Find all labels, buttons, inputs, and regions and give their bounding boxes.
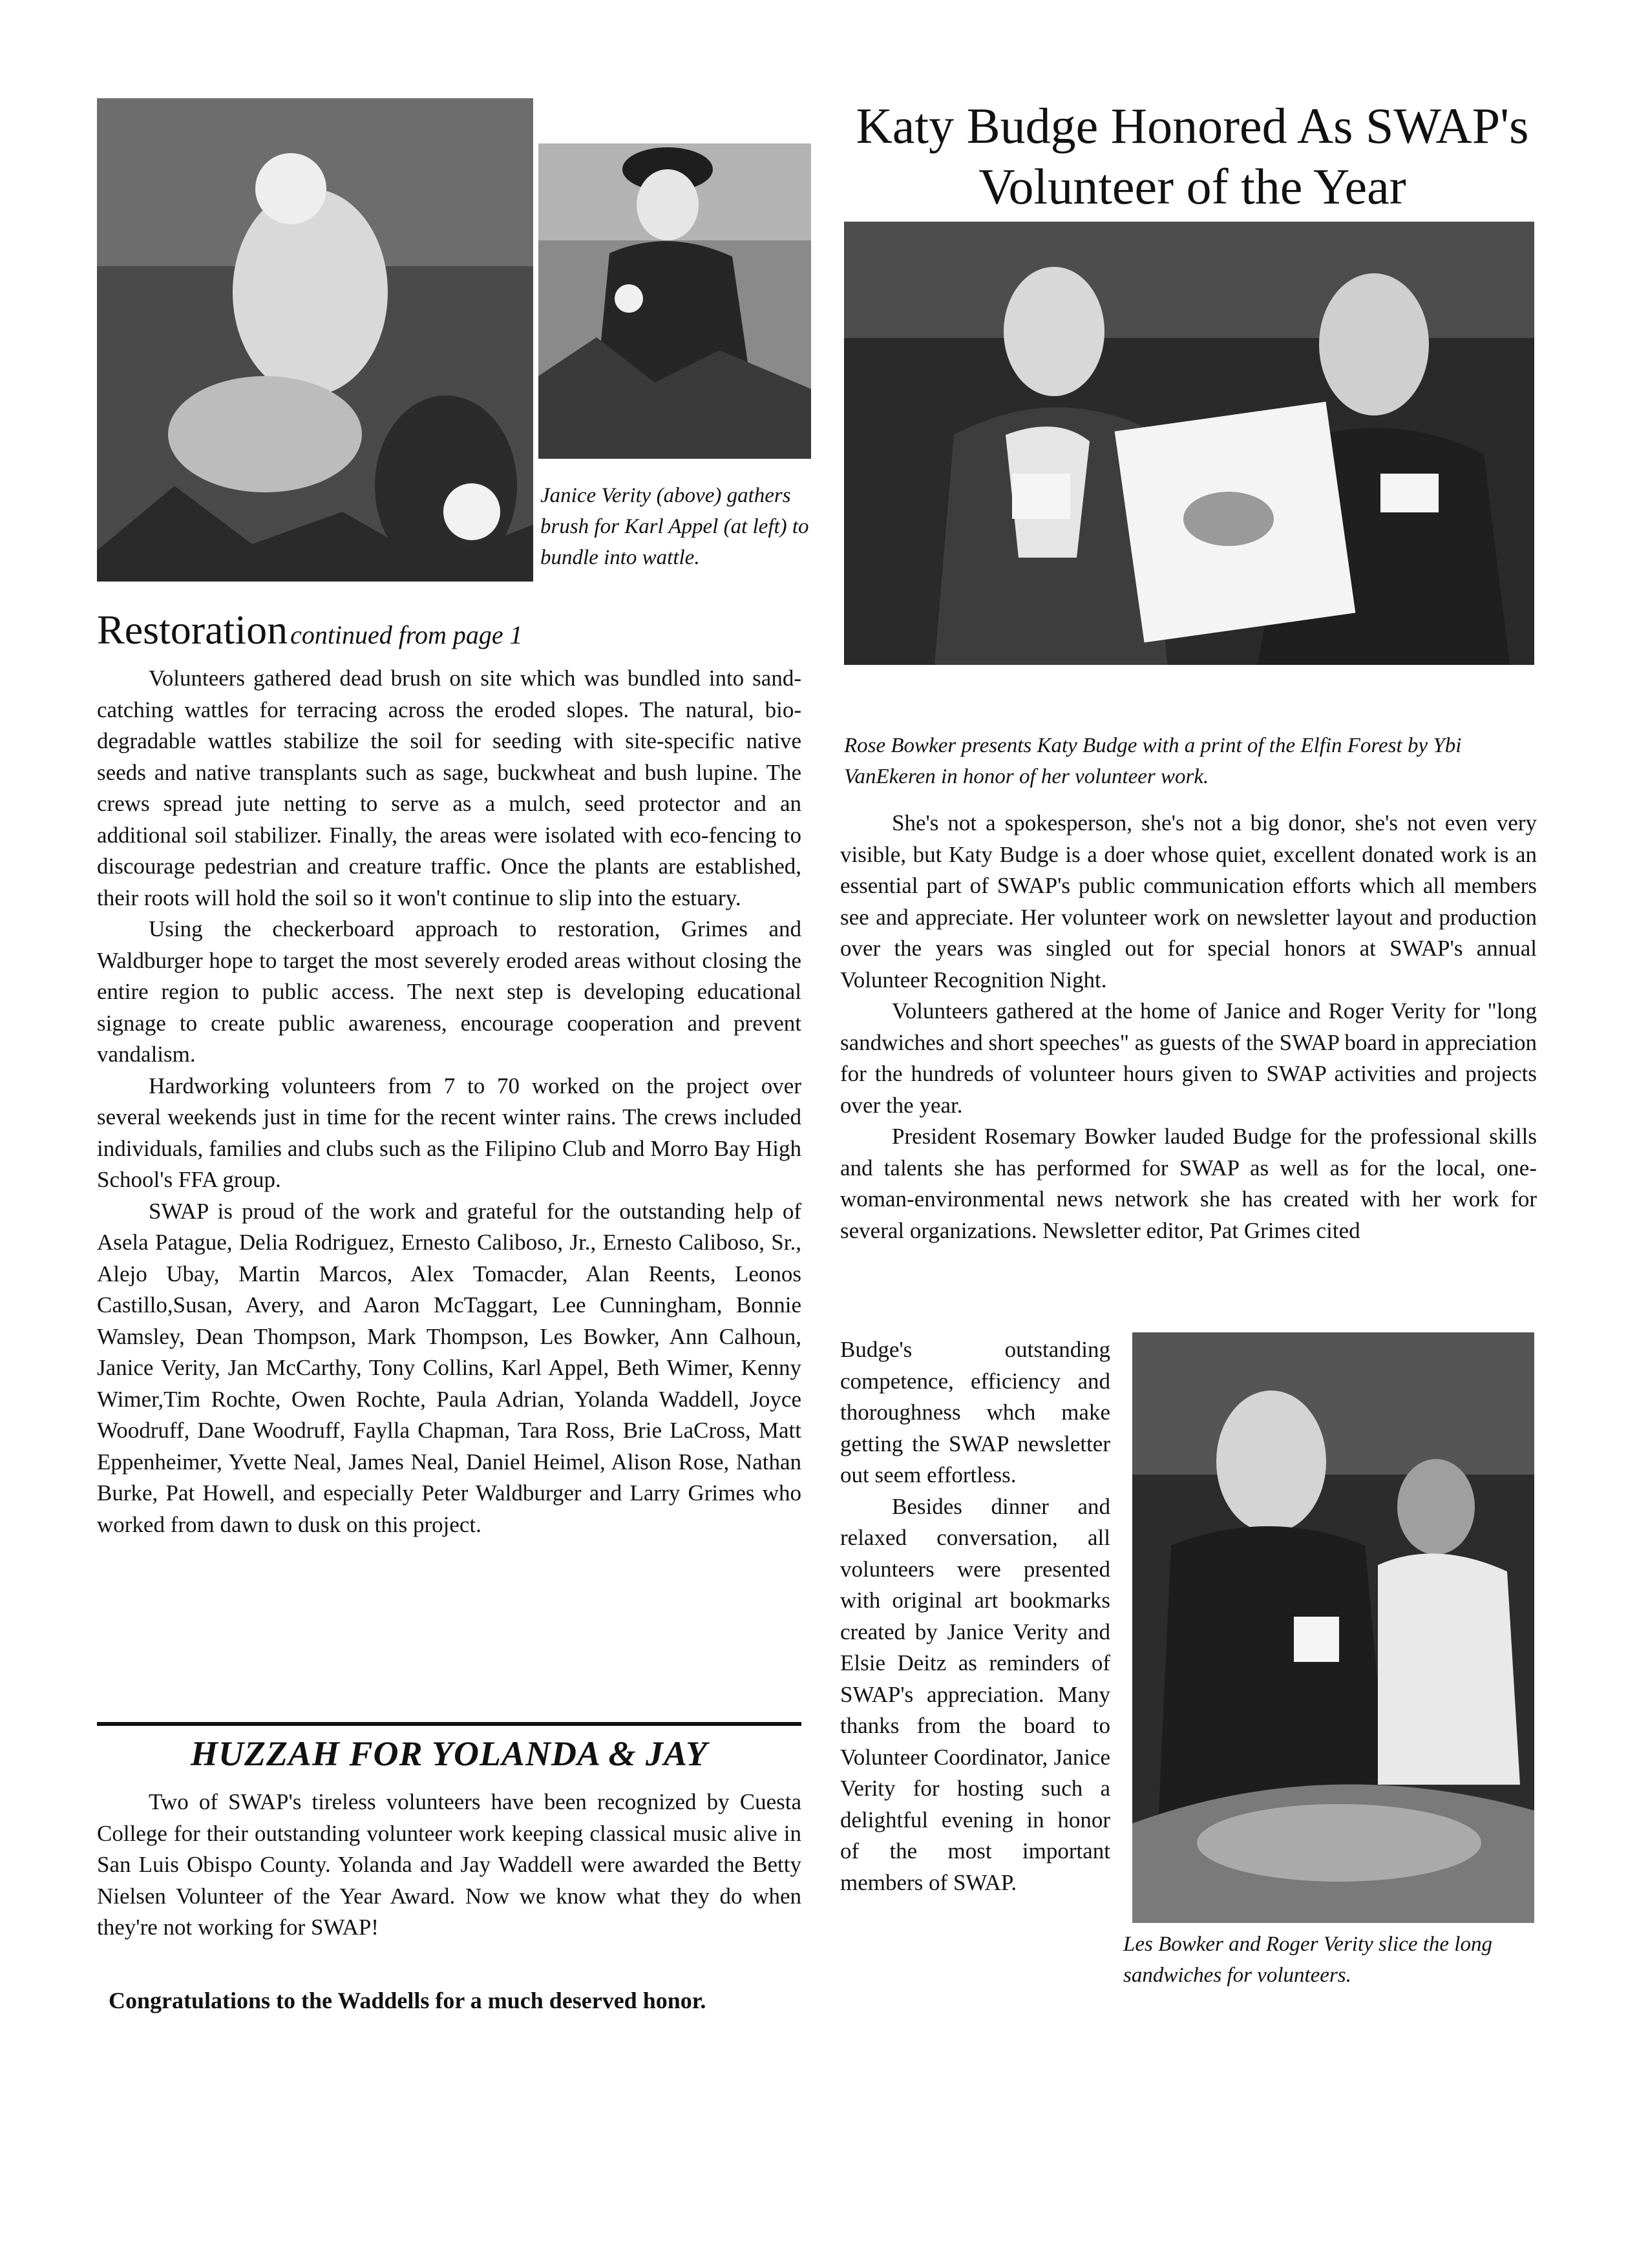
restoration-body <box>97 663 801 1540</box>
katy-paragraph-1: She's not a spokesperson, she's not a big donor, she's not even very visible, but Katy Budge is a doer whose quiet, excellent donated work is an essential part of SWAP's public communication efforts which all members see and appreciate. Her volunteer work on newsletter layout and production over the years was singled out for special honors at SWAP's annual Volunteer Recognition Night. <box>840 810 1537 992</box>
restoration-continued: continued from page 1 <box>290 620 523 649</box>
katy-headline-line1: Katy Budge Honored As SWAP's <box>856 98 1529 154</box>
photo-sandwich-slicing <box>1132 1332 1534 1923</box>
photo-katy-budge <box>844 222 1534 665</box>
caption-sandwich: Les Bowker and Roger Verity slice the long sandwiches for volunteers. <box>1123 1933 1492 1987</box>
huzzah-closing: Congratulations to the Waddells for a much deserved honor. <box>109 1988 706 2013</box>
section-divider <box>97 1722 801 1726</box>
restoration-title: Restoration <box>97 607 288 653</box>
huzzah-body <box>97 1787 801 1944</box>
caption-katy: Rose Bowker presents Katy Budge with a print of the Elfin Forest by Ybi VanEkeren in honor of her volunteer work. <box>844 734 1462 788</box>
restoration-paragraph-1: Volunteers gathered dead brush on site which was bundled into sand-catching wattles for terracing across the eroded slopes. The natural, bio-degradable wattles stabilize the soil for seeding with site-specific native seeds and native transplants such as sage, buckwheat and bush lupine. The crews spread jute netting to serve as a mulch, seed protector and an additional soil stabilizer. Finally, the areas were isolated with eco-fencing to discourage pedestrian and creature traffic. Once the plants are established, their roots will hold the soil so it won't continue to slip into the estuary. <box>97 666 801 910</box>
katy-paragraph-2: Volunteers gathered at the home of Janice and Roger Verity for "long sandwiches and short speeches" as guests of the SWAP board in appreciation for the hundreds of volunteer hours given to SWAP activities and projects over the year. <box>840 998 1537 1118</box>
katy-narrow-paragraph-2: Besides dinner and relaxed conversation, all volunteers were presented with original art bookmarks created by Janice Verity and Elsie Deitz as reminders of SWAP's appreciation. Many thanks from the board to Volunteer Coordinator, Janice Verity for hosting such a delightful evening in honor of the most important members of SWAP. <box>840 1493 1110 1895</box>
katy-headline-line2: Volunteer of the Year <box>978 158 1406 215</box>
huzzah-heading: HUZZAH FOR YOLANDA & JAY <box>190 1734 708 1773</box>
restoration-paragraph-4: SWAP is proud of the work and grateful for the outstanding help of Asela Patague, Delia Rodriguez, Ernesto Caliboso, Jr., Ernesto Caliboso, Sr., Alejo Ubay, Martin Marcos, Alex Tomacder, Alan Reents, Leonos Castillo,Susan, Avery, and Aaron McTaggart, Lee Cunningham, Bonnie Wamsley, Dean Thompson, Mark Thompson, Les Bowker, Ann Calhoun, Janice Verity, Jan McCarthy, Tony Collins, Karl Appel, Beth Wimer, Kenny Wimer,Tim Rochte, Owen Rochte, Paula Adrian, Yolanda Waddell, Joyce Woodruff, Dane Woodruff, Faylla Chapman, Tara Ross, Brie LaCross, Matt Eppenheimer, Yvette Neal, James Neal, Daniel Heimel, Alison Rose, Nathan Burke, Pat Howell, and especially Peter Waldburger and Larry Grimes who worked from dawn to dusk on this project. <box>97 1198 801 1537</box>
huzzah-paragraph: Two of SWAP's tireless volunteers have been recognized by Cuesta College for their outstanding volunteer work keeping classical music alive in San Luis Obispo County. Yolanda and Jay Waddell were awarded the Betty Nielsen Volunteer of the Year Award. Now we know what they do when they're not working for SWAP! <box>97 1789 801 1940</box>
restoration-paragraph-2: Using the checkerboard approach to restoration, Grimes and Waldburger hope to target the most severely eroded areas without closing the entire region to public access. The next step is developing educational signage to create public awareness, encourage cooperation and prevent vandalism. <box>97 916 801 1067</box>
photo-karl-appel <box>97 98 533 582</box>
caption-wattle: Janice Verity (above) gathers brush for Karl Appel (at left) to bundle into wattle. <box>540 484 809 569</box>
photo-janice-verity <box>538 143 811 459</box>
katy-body <box>840 808 1537 1246</box>
katy-body-narrow <box>840 1334 1110 1898</box>
restoration-heading <box>97 606 808 654</box>
restoration-paragraph-3: Hardworking volunteers from 7 to 70 worked on the project over several weekends just in time for the recent winter rains. The crews included individuals, families and clubs such as the Filipino Club and Morro Bay High School's FFA group. <box>97 1073 801 1192</box>
katy-narrow-paragraph-1: Budge's outstanding competence, efficiency and thoroughness whch make getting the SWAP newsletter out seem effortless. <box>840 1337 1110 1487</box>
katy-paragraph-3: President Rosemary Bowker lauded Budge for the professional skills and talents she has performed for SWAP as well as for the local, one-woman-environmental news network she has created with her work for several organizations. Newsletter editor, Pat Grimes cited <box>840 1124 1537 1243</box>
